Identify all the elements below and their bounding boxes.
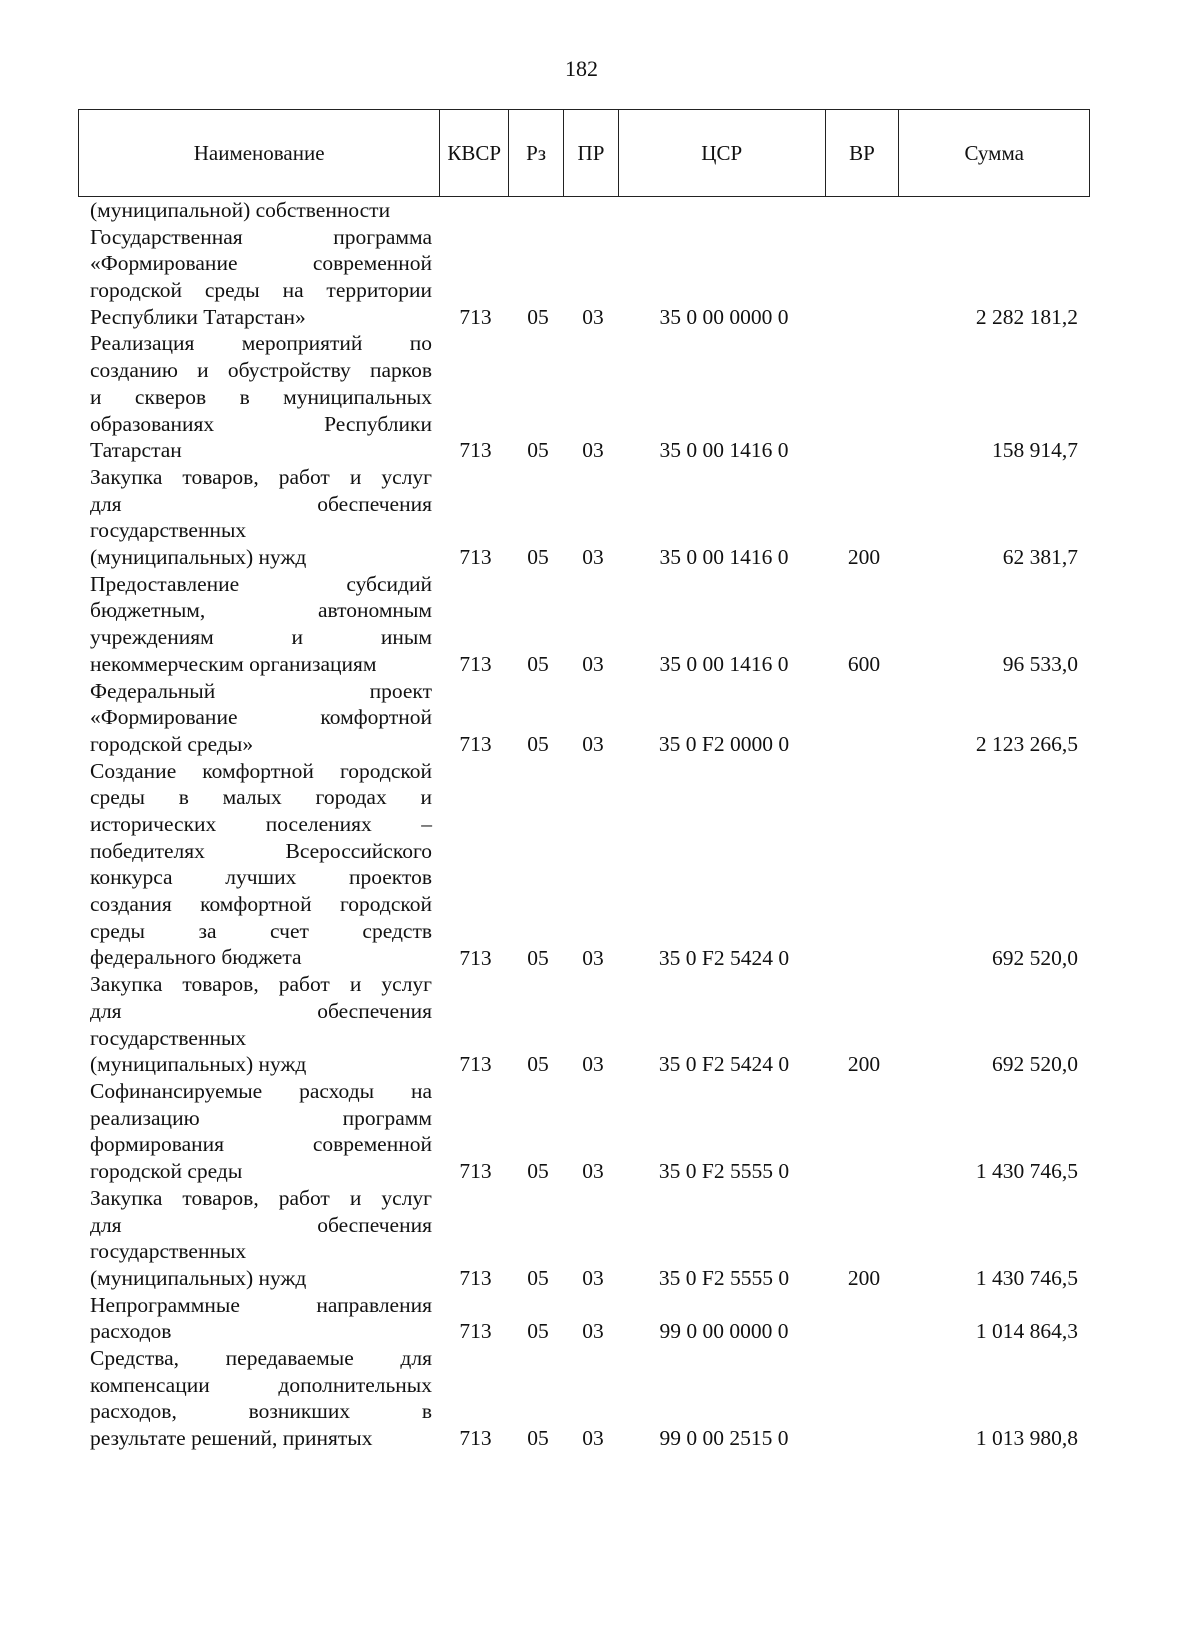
row-name bbox=[90, 1185, 432, 1292]
row-name-line: Средства, передаваемые для bbox=[90, 1346, 432, 1371]
row-kvsr: 713 bbox=[459, 1052, 492, 1077]
row-name-line: городской среды» bbox=[90, 731, 254, 756]
row-kvsr: 713 bbox=[459, 731, 492, 756]
row-rz: 05 bbox=[527, 438, 549, 463]
row-pr: 03 bbox=[582, 731, 604, 756]
row-name-line: результате решений, принятых bbox=[90, 1426, 373, 1451]
header-vr: ВР bbox=[826, 110, 900, 196]
row-rz: 05 bbox=[527, 1159, 549, 1184]
row-name-line: (муниципальных) нужд bbox=[90, 1052, 307, 1077]
row-name-line: для обеспечения bbox=[90, 491, 432, 516]
row-sum: 1 430 746,5 bbox=[975, 1265, 1078, 1290]
row-name-line: (муниципальных) нужд bbox=[90, 545, 307, 570]
row-name-line: Федеральный проект bbox=[90, 678, 432, 703]
row-pr: 03 bbox=[582, 304, 604, 329]
row-name-line: «Формирование современной bbox=[90, 251, 432, 276]
row-kvsr: 713 bbox=[459, 1159, 492, 1184]
row-kvsr: 713 bbox=[459, 945, 492, 970]
row-name bbox=[90, 464, 432, 571]
row-kvsr: 713 bbox=[459, 304, 492, 329]
row-csr: 35 0 00 1416 0 bbox=[659, 651, 789, 676]
row-name bbox=[90, 971, 432, 1078]
row-csr: 99 0 00 2515 0 bbox=[659, 1426, 789, 1451]
row-name-line: конкурса лучших проектов bbox=[90, 865, 432, 890]
row-csr: 35 0 00 0000 0 bbox=[659, 304, 789, 329]
row-name bbox=[90, 571, 432, 678]
row-kvsr: 713 bbox=[459, 438, 492, 463]
row-name-line: и скверов в муниципальных bbox=[90, 384, 432, 409]
row-name bbox=[90, 758, 432, 972]
row-name-line: государственных bbox=[90, 518, 247, 543]
row-name-line: среды в малых городах и bbox=[90, 785, 432, 810]
row-name-line: Создание комфортной городской bbox=[90, 758, 432, 783]
row-name-line: для обеспечения bbox=[90, 1212, 432, 1237]
row-name-line: (муниципальных) нужд bbox=[90, 1265, 307, 1290]
row-name-line: Предоставление субсидий bbox=[90, 571, 432, 596]
table-row bbox=[0, 678, 1163, 758]
row-sum: 1 430 746,5 bbox=[975, 1159, 1078, 1184]
row-vr: 600 bbox=[847, 651, 881, 676]
row-sum: 96 533,0 bbox=[1002, 651, 1078, 676]
table-row bbox=[0, 330, 1163, 464]
row-name-line: городской среды bbox=[90, 1159, 243, 1184]
row-sum: 158 914,7 bbox=[992, 438, 1078, 463]
row-name-line: Непрограммные направления bbox=[90, 1292, 432, 1317]
row-sum: 2 282 181,2 bbox=[975, 304, 1078, 329]
row-rz: 05 bbox=[527, 945, 549, 970]
row-pr: 03 bbox=[582, 545, 604, 570]
row-name-line: компенсации дополнительных bbox=[90, 1372, 432, 1397]
table-row bbox=[0, 197, 1163, 224]
row-name-line: Софинансируемые расходы на bbox=[90, 1079, 432, 1104]
row-name-line: Реализация мероприятий по bbox=[90, 331, 432, 356]
row-name-line: победителях Всероссийского bbox=[90, 838, 432, 863]
row-name-line: Закупка товаров, работ и услуг bbox=[90, 972, 432, 997]
table-row bbox=[0, 1345, 1163, 1452]
row-pr: 03 bbox=[582, 1159, 604, 1184]
row-kvsr: 713 bbox=[459, 651, 492, 676]
row-csr: 35 0 00 1416 0 bbox=[659, 545, 789, 570]
row-rz: 05 bbox=[527, 651, 549, 676]
row-rz: 05 bbox=[527, 731, 549, 756]
row-name-line: городской среды на территории bbox=[90, 278, 432, 303]
row-csr: 35 0 F2 5555 0 bbox=[658, 1159, 790, 1184]
row-name-line: некоммерческим организациям bbox=[90, 651, 377, 676]
table-row bbox=[0, 1292, 1163, 1345]
table-body bbox=[0, 197, 1163, 1452]
row-name-line: государственных bbox=[90, 1239, 247, 1264]
row-vr: 200 bbox=[847, 1265, 881, 1290]
row-pr: 03 bbox=[582, 1052, 604, 1077]
row-name-line: бюджетным, автономным bbox=[90, 598, 432, 623]
row-vr: 200 bbox=[847, 545, 881, 570]
table-row bbox=[0, 758, 1163, 972]
row-name-line: расходов, возникших в bbox=[90, 1399, 432, 1424]
row-rz: 05 bbox=[527, 1052, 549, 1077]
row-pr: 03 bbox=[582, 1319, 604, 1344]
header-rz: Рз bbox=[509, 110, 564, 196]
row-name-line: реализацию программ bbox=[90, 1105, 432, 1130]
table-row bbox=[0, 1185, 1163, 1292]
row-pr: 03 bbox=[582, 1265, 604, 1290]
row-rz: 05 bbox=[527, 1426, 549, 1451]
row-name bbox=[90, 678, 432, 758]
row-pr: 03 bbox=[582, 1426, 604, 1451]
row-name-line: Закупка товаров, работ и услуг bbox=[90, 464, 432, 489]
header-csr: ЦСР bbox=[619, 110, 826, 196]
row-pr: 03 bbox=[582, 438, 604, 463]
row-kvsr: 713 bbox=[459, 1319, 492, 1344]
table-header bbox=[78, 109, 1090, 197]
row-kvsr: 713 bbox=[459, 545, 492, 570]
row-name-line: (муниципальной) собственности bbox=[90, 198, 391, 222]
row-name-line: для обеспечения bbox=[90, 998, 432, 1023]
row-name bbox=[90, 1078, 432, 1185]
header-name: Наименование bbox=[79, 110, 440, 196]
row-name-line: Закупка товаров, работ и услуг bbox=[90, 1185, 432, 1210]
row-name-line: исторических поселениях – bbox=[90, 812, 432, 837]
row-name-line: образованиях Республики bbox=[90, 411, 432, 436]
row-sum: 62 381,7 bbox=[1002, 545, 1078, 570]
row-csr: 99 0 00 0000 0 bbox=[659, 1319, 789, 1344]
row-sum: 1 013 980,8 bbox=[975, 1426, 1078, 1451]
row-csr: 35 0 F2 5424 0 bbox=[658, 1052, 790, 1077]
row-rz: 05 bbox=[527, 545, 549, 570]
row-csr: 35 0 F2 5424 0 bbox=[658, 945, 790, 970]
row-name bbox=[90, 1292, 432, 1345]
row-name-line: федерального бюджета bbox=[90, 945, 302, 970]
row-name bbox=[90, 197, 432, 224]
row-csr: 35 0 F2 0000 0 bbox=[658, 731, 790, 756]
row-rz: 05 bbox=[527, 1319, 549, 1344]
row-name-line: учреждениям и иным bbox=[90, 625, 432, 650]
row-pr: 03 bbox=[582, 945, 604, 970]
row-name bbox=[90, 330, 432, 463]
row-name bbox=[90, 1345, 432, 1452]
row-csr: 35 0 F2 5555 0 bbox=[658, 1265, 790, 1290]
table-row bbox=[0, 464, 1163, 571]
table-row bbox=[0, 224, 1163, 331]
header-pr: ПР bbox=[564, 110, 619, 196]
row-name-line: Республики Татарстан» bbox=[90, 304, 306, 329]
header-kvsr: КВСР bbox=[440, 110, 509, 196]
row-sum: 692 520,0 bbox=[992, 1052, 1078, 1077]
row-name-line: среды за счет средств bbox=[90, 918, 432, 943]
row-kvsr: 713 bbox=[459, 1265, 492, 1290]
row-csr: 35 0 00 1416 0 bbox=[659, 438, 789, 463]
row-kvsr: 713 bbox=[459, 1426, 492, 1451]
row-name-line: созданию и обустройству парков bbox=[90, 358, 432, 383]
page-number: 182 bbox=[565, 56, 598, 81]
row-name-line: «Формирование комфортной bbox=[90, 705, 432, 730]
row-name-line: формирования современной bbox=[90, 1132, 432, 1157]
row-name-line: государственных bbox=[90, 1025, 247, 1050]
header-sum: Сумма bbox=[964, 140, 1024, 165]
row-name-line: создания комфортной городской bbox=[90, 892, 432, 917]
table-row bbox=[0, 571, 1163, 678]
row-sum: 1 014 864,3 bbox=[975, 1319, 1078, 1344]
row-pr: 03 bbox=[582, 651, 604, 676]
row-sum: 692 520,0 bbox=[992, 945, 1078, 970]
row-name bbox=[90, 224, 432, 331]
row-rz: 05 bbox=[527, 304, 549, 329]
table-row bbox=[0, 1078, 1163, 1185]
table-row bbox=[0, 971, 1163, 1078]
row-name-line: Государственная программа bbox=[90, 224, 432, 249]
row-sum: 2 123 266,5 bbox=[975, 731, 1078, 756]
row-rz: 05 bbox=[527, 1265, 549, 1290]
row-name-line: Татарстан bbox=[90, 438, 182, 463]
row-name-line: расходов bbox=[90, 1319, 172, 1344]
row-vr: 200 bbox=[847, 1052, 881, 1077]
